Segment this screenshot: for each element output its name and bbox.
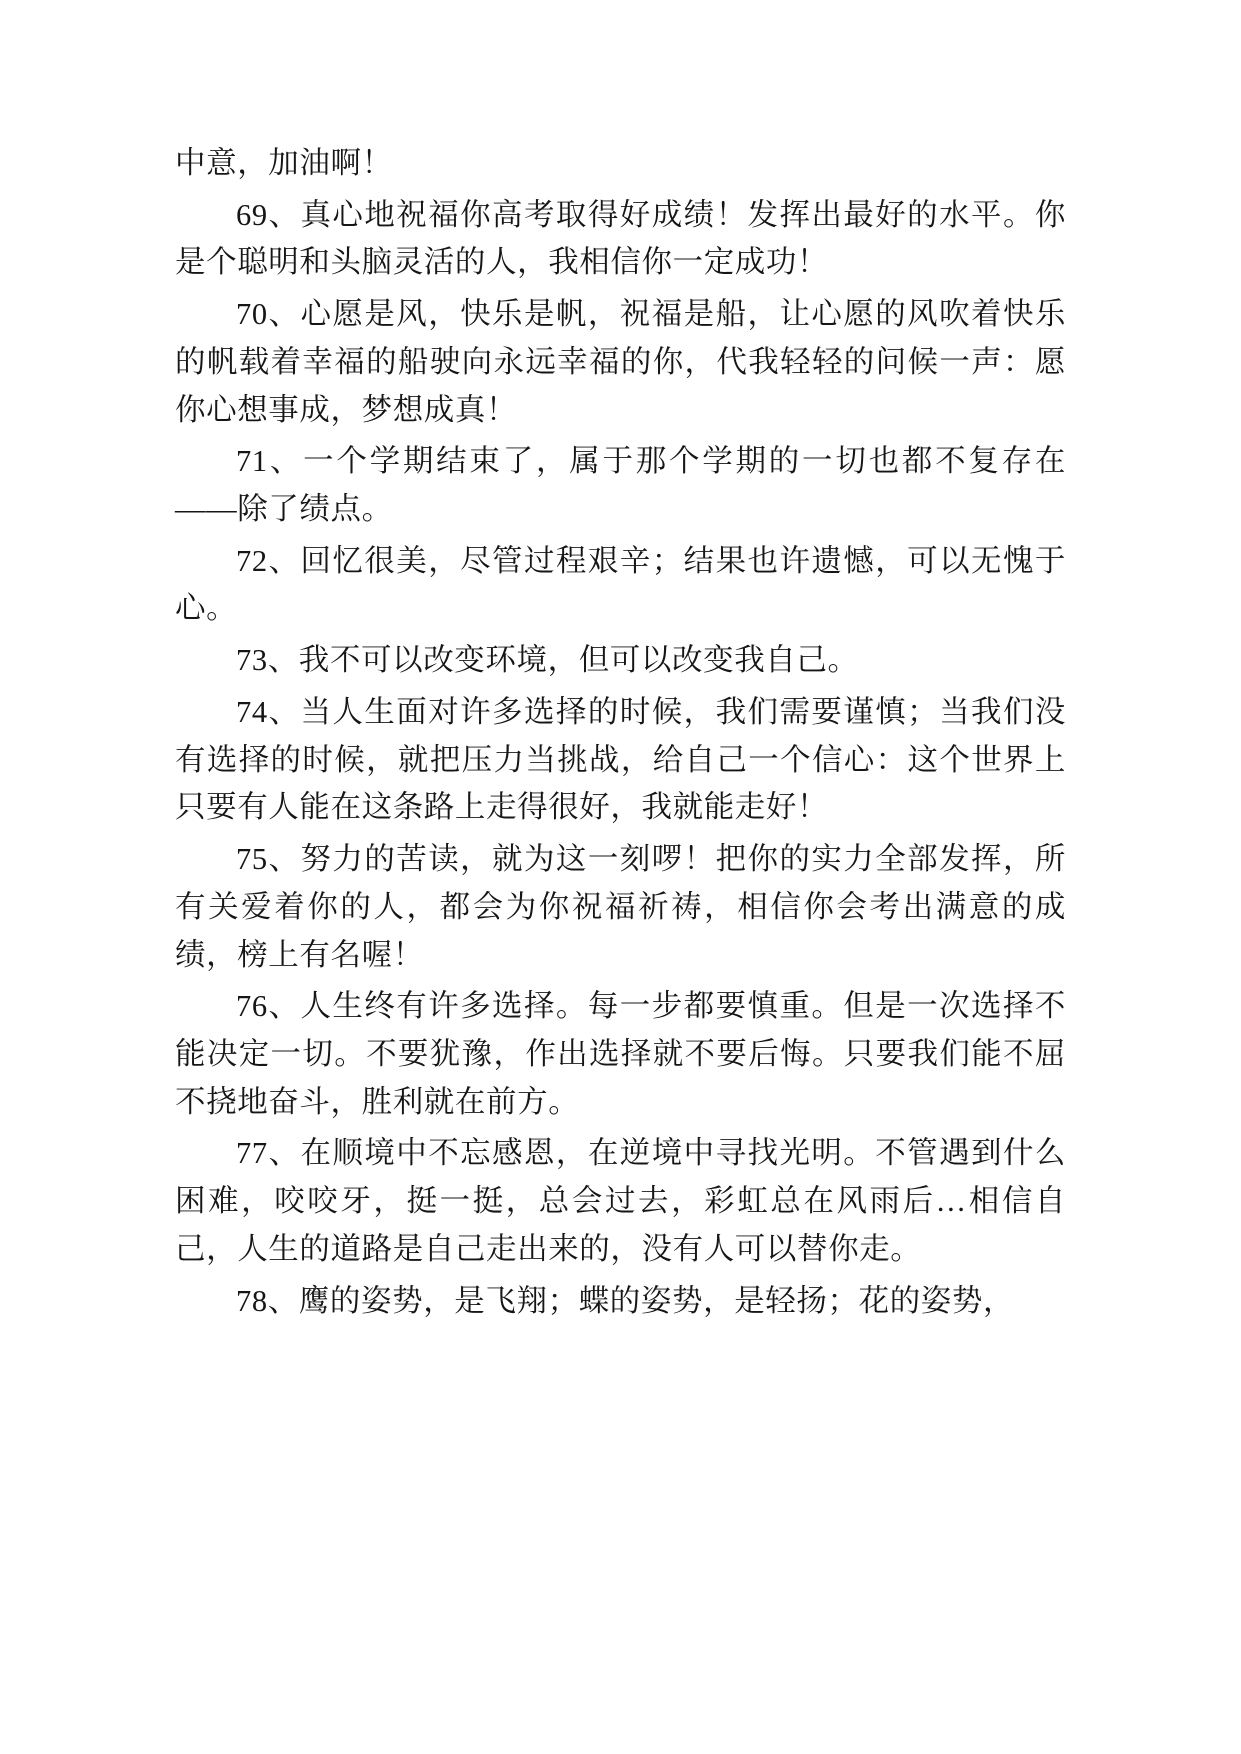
- paragraph-continuation-line: 中意，加油啊！: [175, 146, 393, 180]
- paragraph-item-77: 77、在顺境中不忘感恩，在逆境中寻找光明。不管遇到什么困难，咬咬牙，挺一挺，总会过去，彩虹总在风雨后…相信自己，人生的道路是自己走出来的，没有人可以替你走。: [175, 1136, 1066, 1266]
- paragraph-item-70: 70、心愿是风，快乐是帆，祝福是船，让心愿的风吹着快乐的帆载着幸福的船驶向永远幸福的你，代我轻轻的问候一声：愿你心想事成，梦想成真！: [175, 297, 1066, 427]
- document-body: [175, 140, 1066, 1325]
- paragraph-item-72: 72、回忆很美，尽管过程艰辛；结果也许遗憾，可以无愧于心。: [175, 543, 1066, 626]
- paragraph-item-69: 69、真心地祝福你高考取得好成绩！发挥出最好的水平。你是个聪明和头脑灵活的人，我相信你一定成功！: [175, 197, 1066, 280]
- paragraph-item-73: 73、我不可以改变环境，但可以改变我自己。: [236, 643, 859, 678]
- paragraph-item-74: 74、当人生面对许多选择的时候，我们需要谨慎；当我们没有选择的时候，就把压力当挑战，给自己一个信心：这个世界上只要有人能在这条路上走得很好，我就能走好！: [175, 694, 1066, 825]
- paragraph-item-78: 78、鹰的姿势，是飞翔；蝶的姿势，是轻扬；花的姿势，: [236, 1283, 1015, 1318]
- paragraph-item-75: 75、努力的苦读，就为这一刻啰！把你的实力全部发挥，所有关爱着你的人，都会为你祝福祈祷，相信你会考出满意的成绩，榜上有名喔！: [175, 842, 1066, 972]
- paragraph-item-76: 76、人生终有许多选择。每一步都要慎重。但是一次选择不能决定一切。不要犹豫，作出选择就不要后悔。只要我们能不屈不挠地奋斗，胜利就在前方。: [175, 989, 1066, 1119]
- paragraph-item-71: 71、一个学期结束了，属于那个学期的一切也都不复存在——除了绩点。: [175, 444, 1066, 527]
